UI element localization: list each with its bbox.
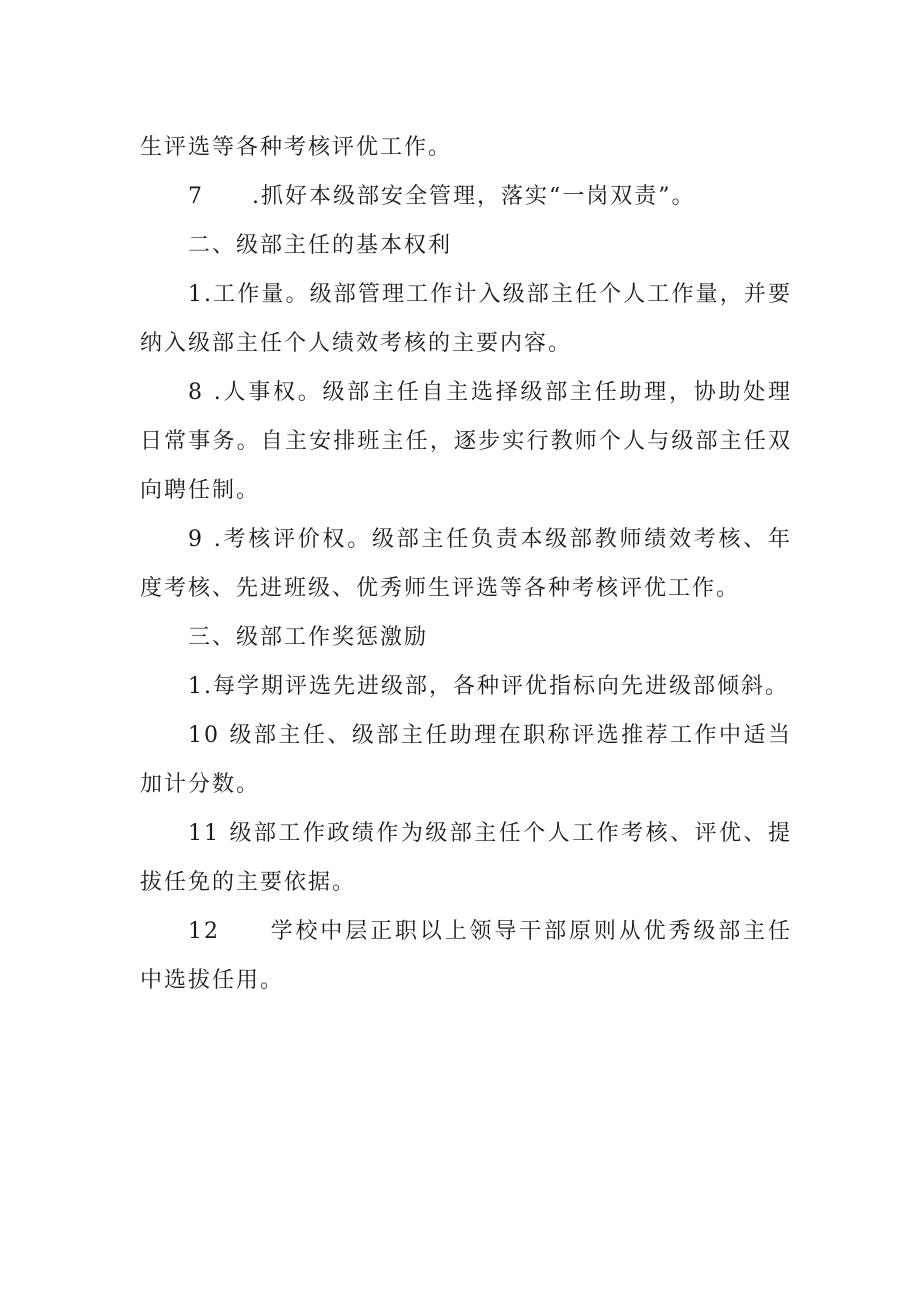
paragraph-title-evaluation: 10 级部主任、级部主任助理在职称评选推荐工作中适当加计分数。 bbox=[140, 723, 792, 797]
document-body bbox=[140, 123, 792, 1005]
section-heading-incentives: 三、级部工作奖惩激励 bbox=[188, 625, 429, 650]
paragraph-promotion: 12 学校中层正职以上领导干部原则从优秀级部主任中选拔任用。 bbox=[140, 919, 792, 993]
paragraph-evaluation-rights: 9 .考核评价权。级部主任负责本级部教师绩效考核、年度考核、先进班级、优秀师生评选等各种考核评优工作。 bbox=[140, 527, 792, 601]
paragraph-item-7: 7 .抓好本级部安全管理，落实“一岗双责”。 bbox=[188, 184, 696, 209]
paragraph-personnel-rights: 8 .人事权。级部主任自主选择级部主任助理，协助处理日常事务。自主安排班主任，逐步实行教师个人与级部主任双向聘任制。 bbox=[140, 380, 792, 503]
paragraph-workload: 1.工作量。级部管理工作计入级部主任个人工作量，并要纳入级部主任个人绩效考核的主要内容。 bbox=[140, 282, 792, 356]
paragraph-continued: 生评选等各种考核评优工作。 bbox=[140, 135, 453, 160]
paragraph-semester-selection: 1.每学期评选先进级部，各种评优指标向先进级部倾斜。 bbox=[188, 674, 789, 699]
section-heading-rights: 二、级部主任的基本权利 bbox=[188, 233, 453, 258]
paragraph-performance-basis: 11 级部工作政绩作为级部主任个人工作考核、评优、提拔任免的主要依据。 bbox=[140, 821, 792, 895]
